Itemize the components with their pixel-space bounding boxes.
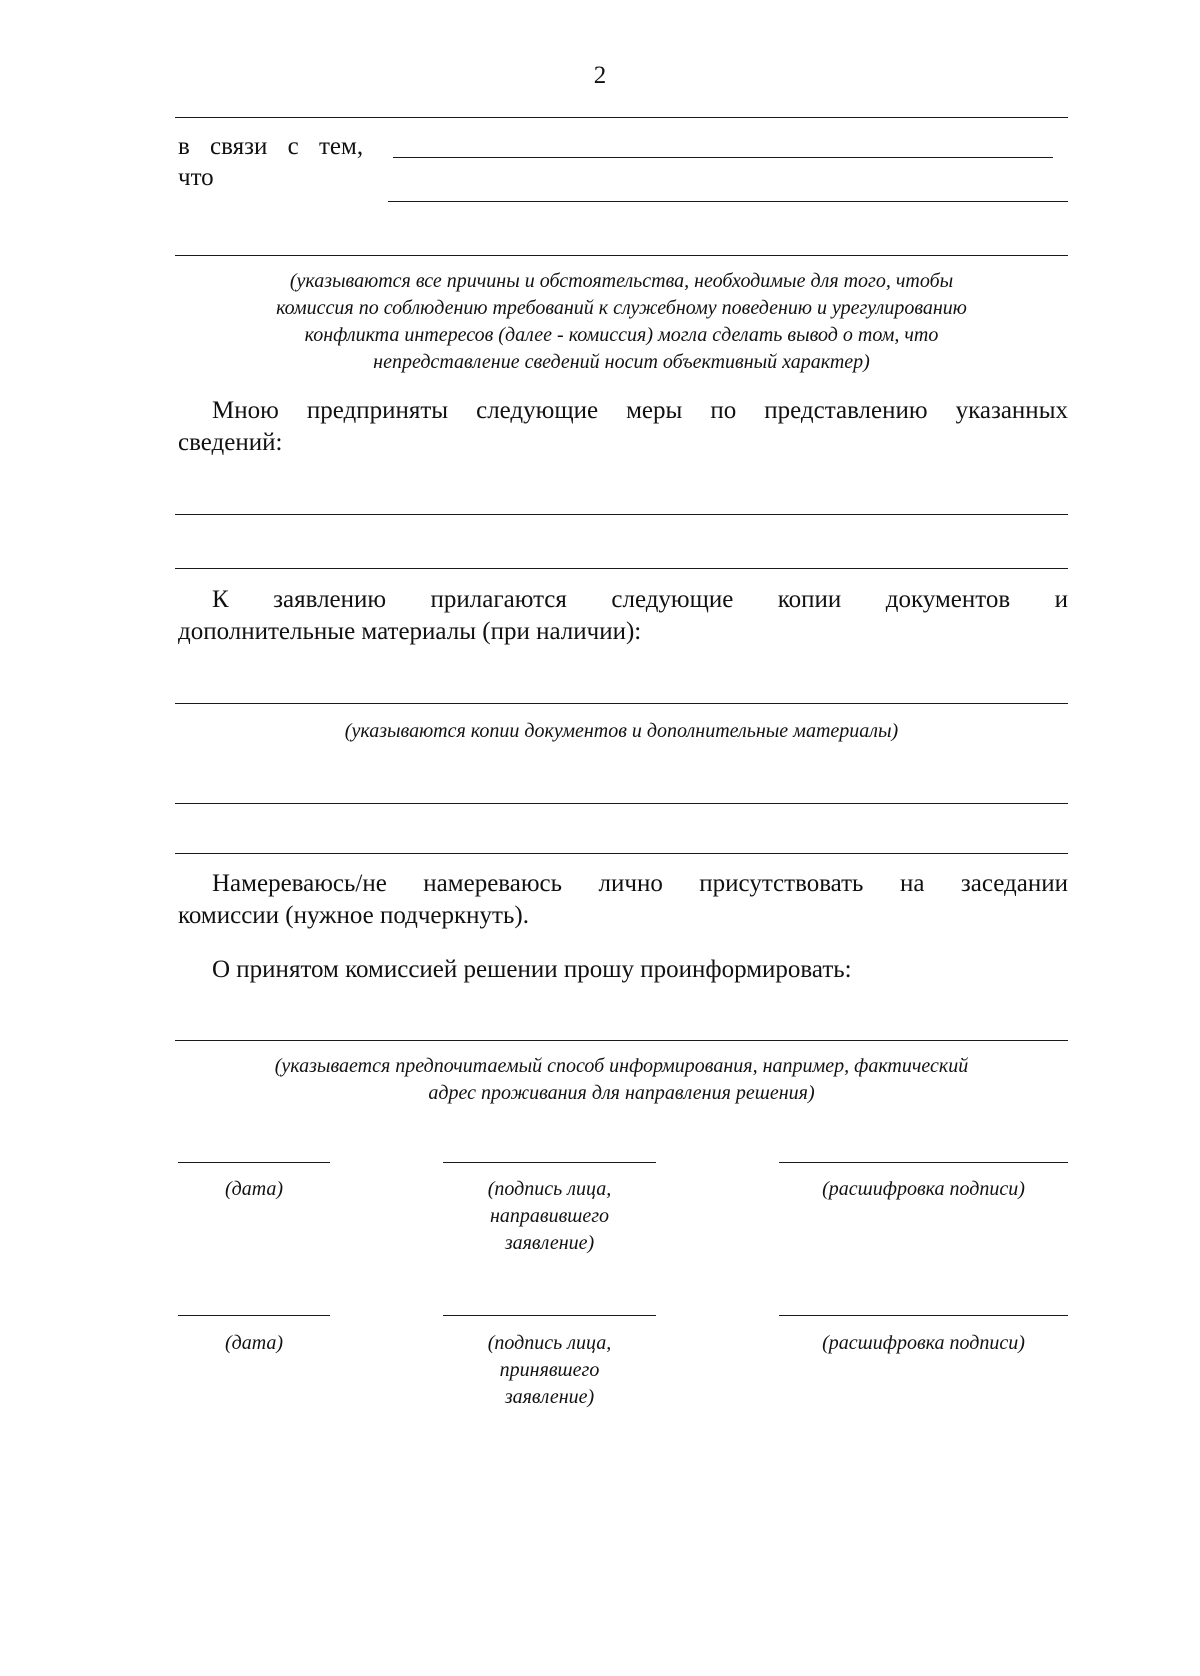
date-field-line[interactable]: [178, 1315, 330, 1316]
inform-caption: [175, 1053, 1068, 1107]
inform-field-line[interactable]: [175, 1040, 1068, 1041]
inform-text: О принятом комиссией решении прошу проинформировать:: [212, 956, 852, 983]
signature-decoding-caption: (расшифровка подписи): [822, 1178, 1025, 1200]
signature-decoding-field-line[interactable]: [779, 1315, 1068, 1316]
signature-caption: [443, 1176, 656, 1257]
inform-caption-line: (указывается предпочитаемый способ информирования, например, фактический: [274, 1055, 969, 1077]
attendance-text-line2: комиссии (нужное подчеркнуть).: [178, 902, 529, 929]
top-rule: [175, 117, 1068, 118]
reason-caption-line: конфликта интересов (далее - комиссия) могла сделать вывод о том, что: [304, 324, 939, 346]
date-caption: (дата): [224, 1332, 284, 1354]
reason-label-line1: в связи с тем,: [178, 133, 364, 160]
measures-text-line2: сведений:: [178, 429, 283, 456]
reason-field-line-2[interactable]: [388, 201, 1068, 202]
measures-field-line-2[interactable]: [175, 568, 1068, 569]
measures-field-line-1[interactable]: [175, 514, 1068, 515]
signature-caption-line: (подпись лица,: [487, 1332, 612, 1354]
inform-caption-line: адрес проживания для направления решения): [428, 1082, 815, 1104]
signature-caption: [443, 1330, 656, 1411]
attachments-field-line-2[interactable]: [175, 803, 1068, 804]
measures-text-line1: Мною предприняты следующие меры по представлению указанных: [212, 397, 1068, 424]
reason-caption: [175, 268, 1068, 376]
reason-field-line-1[interactable]: [393, 157, 1053, 158]
signature-field-line[interactable]: [443, 1162, 656, 1163]
attachments-text-line2: дополнительные материалы (при наличии):: [178, 618, 642, 645]
attendance-text-line1: Намереваюсь/не намереваюсь лично присутствовать на заседании: [212, 870, 1068, 897]
signature-decoding-field-line[interactable]: [779, 1162, 1068, 1163]
reason-caption-line: непредставление сведений носит объективный характер): [373, 351, 870, 373]
signature-caption-line: направившего: [489, 1205, 610, 1227]
attachments-caption: (указываются копии документов и дополнительные материалы): [344, 720, 899, 742]
signature-caption-line: заявление): [504, 1386, 595, 1408]
reason-field-line-3[interactable]: [175, 255, 1068, 256]
reason-label-line2: что: [178, 164, 214, 191]
reason-caption-line: (указываются все причины и обстоятельства, необходимые для того, чтобы: [289, 270, 954, 292]
date-caption: (дата): [224, 1178, 284, 1200]
signature-caption-line: (подпись лица,: [487, 1178, 612, 1200]
attachments-field-line-3[interactable]: [175, 853, 1068, 854]
date-field-line[interactable]: [178, 1162, 330, 1163]
signature-caption-line: принявшего: [499, 1359, 600, 1381]
signature-field-line[interactable]: [443, 1315, 656, 1316]
page-number: 2: [593, 62, 607, 89]
attachments-text-line1: К заявлению прилагаются следующие копии документов и: [212, 586, 1068, 613]
signature-decoding-caption: (расшифровка подписи): [822, 1332, 1025, 1354]
signature-caption-line: заявление): [504, 1232, 595, 1254]
reason-caption-line: комиссия по соблюдению требований к служебному поведению и урегулированию: [276, 297, 967, 319]
attachments-field-line-1[interactable]: [175, 703, 1068, 704]
